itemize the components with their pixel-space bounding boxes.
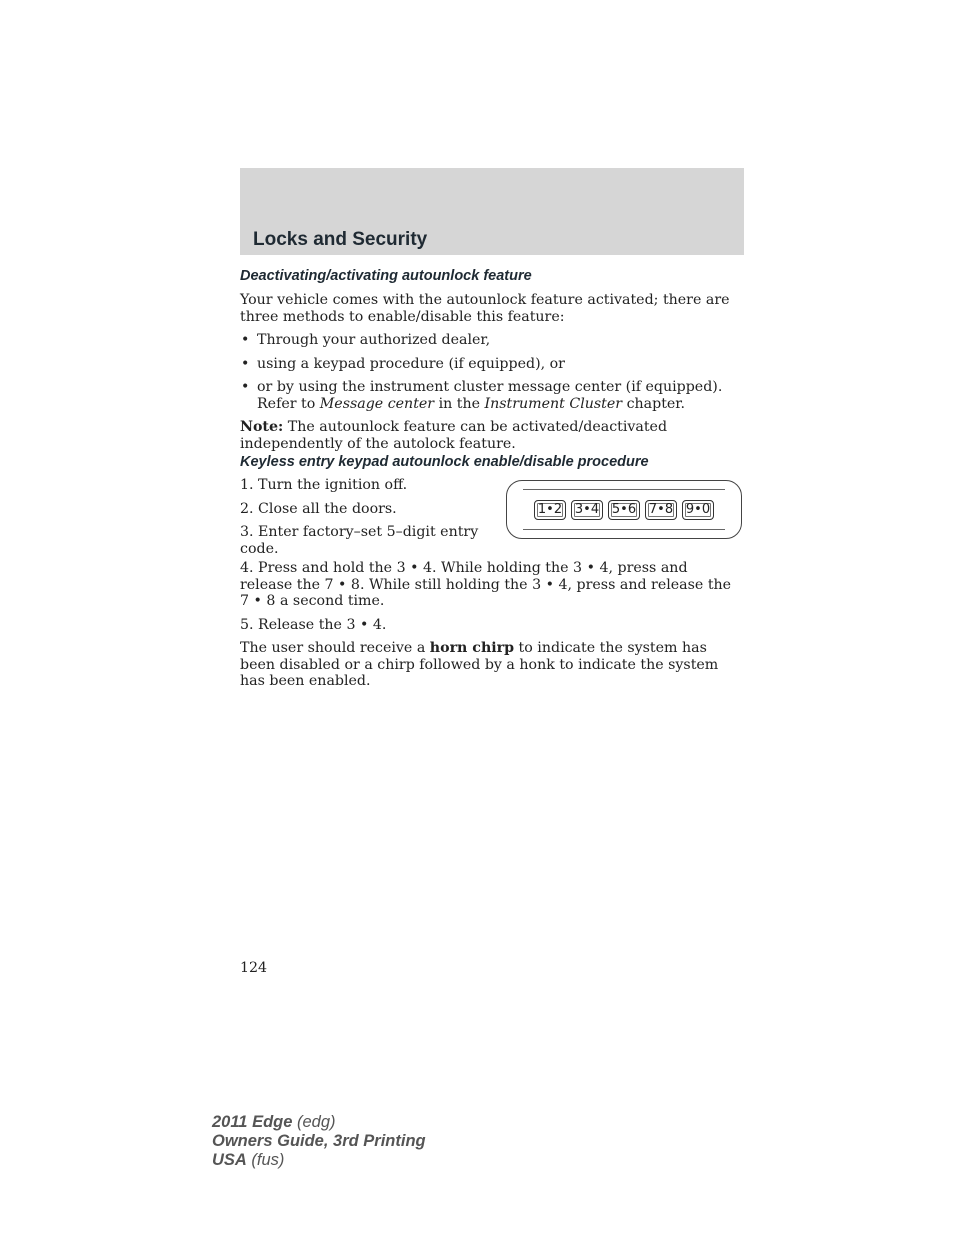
message-center-reference: Message center [319, 395, 435, 412]
keypad-bottom-line [523, 529, 725, 530]
keypad-illustration [506, 480, 742, 539]
keypad-key-7-8: 7•8 [645, 500, 677, 520]
step-5: 5. Release the 3 • 4. [240, 616, 387, 633]
list-item [240, 332, 744, 349]
footer-line-1 [212, 1113, 426, 1132]
list-item-text: chapter. [622, 395, 686, 412]
list-item [240, 379, 744, 412]
step-2: 2. Close all the doors. [240, 500, 397, 517]
methods-list [240, 332, 744, 412]
keypad-key-5-6: 5•6 [608, 500, 640, 520]
steps-list [240, 477, 480, 557]
step-4: 4. Press and hold the 3 • 4. While holding the 3 • 4, press and release the 7 • 8. While still holding the 3 • 4, press and release the 7 • 8 a second time. [240, 560, 732, 609]
keypad-key-9-0: 9•0 [682, 500, 714, 520]
note-text: The autounlock feature can be activated/deactivated independently of the autolock feature. [240, 419, 668, 452]
list-item-text: in the [434, 395, 485, 412]
step-1: 1. Turn the ignition off. [240, 477, 408, 493]
instrument-cluster-reference: Instrument Cluster [484, 395, 623, 412]
keypad-keys [534, 500, 714, 520]
steps-with-figure [240, 477, 744, 557]
step-3: 3. Enter factory–set 5–digit entry code. [240, 524, 479, 557]
footer-region-code: (fus) [246, 1151, 285, 1169]
horn-chirp-emphasis: horn chirp [429, 640, 515, 656]
result-paragraph [240, 640, 744, 690]
section-heading-autounlock: Deactivating/activating autounlock feature [240, 268, 532, 284]
footer-model-code: (edg) [292, 1113, 336, 1131]
footer-line-3 [212, 1151, 426, 1170]
list-item-text: using a keypad procedure (if equipped), or [257, 355, 565, 372]
keypad-top-line [523, 489, 725, 490]
footer-line-2: Owners Guide, 3rd Printing [212, 1132, 426, 1150]
page-number: 124 [240, 960, 268, 976]
result-text: The user should receive a [240, 640, 430, 656]
list-item-text: Through your authorized dealer, [257, 332, 491, 348]
result-text: to indicate the system has been disabled or a chirp followed by a honk to indicate the system has been enabled. [240, 640, 719, 689]
keypad-key-3-4: 3•4 [571, 500, 603, 520]
footer-model: 2011 Edge [212, 1113, 293, 1131]
intro-paragraph: Your vehicle comes with the autounlock feature activated; there are three methods to enable/disable this feature: [240, 292, 730, 325]
note-paragraph [240, 419, 744, 452]
footer-region: USA [212, 1151, 247, 1169]
note-label: Note: [240, 419, 284, 435]
list-item [240, 356, 744, 373]
page-content [240, 266, 744, 690]
chapter-header-band [240, 168, 744, 255]
keypad-key-1-2: 1•2 [534, 500, 566, 520]
document-footer [212, 1113, 426, 1170]
section-heading-keypad-procedure: Keyless entry keypad autounlock enable/disable procedure [240, 454, 649, 470]
list-item-text: or by using the instrument cluster message center (if equipped). Refer to [257, 379, 723, 412]
chapter-title: Locks and Security [253, 229, 428, 250]
